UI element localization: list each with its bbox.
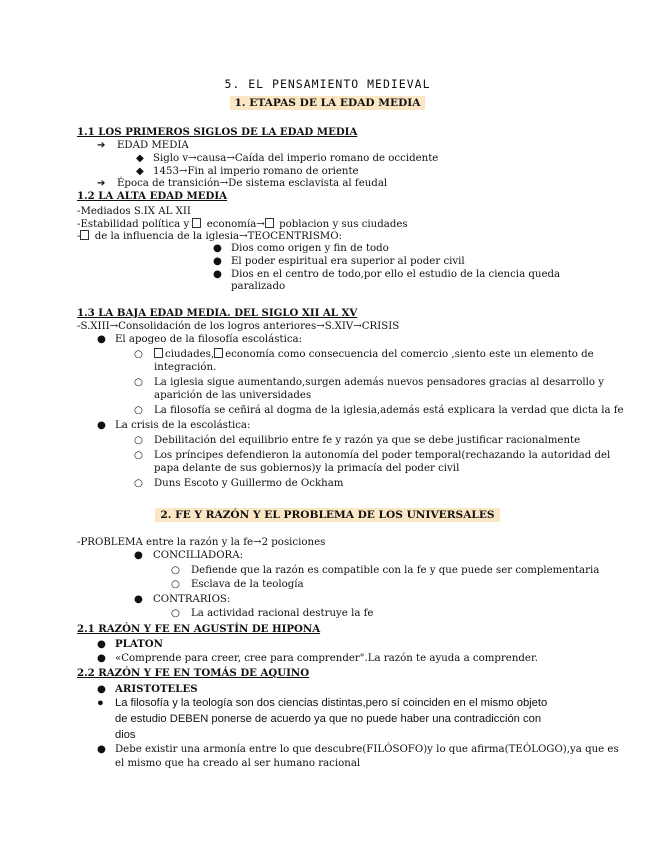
text-line: -PROBLEMA entre la razón y la fe→2 posiciones [77, 537, 326, 548]
list-item: ● CONCILIADORA: [134, 550, 244, 561]
circle-bullet-icon: ○ [134, 478, 143, 489]
heading-1-3: 1.3 LA BAJA EDAD MEDIA. DEL SIGLO XII AL XV [77, 307, 358, 319]
list-item: ◆ 1453→Fin al imperio romano de oriente [136, 166, 359, 177]
text-line: aparición de las universidades [154, 390, 312, 401]
circle-bullet-icon: ○ [171, 608, 180, 619]
diamond-bullet-icon: ◆ [136, 153, 144, 164]
text-line: el mismo que ha creado al ser humano racional [115, 758, 361, 769]
list-item: ● «Comprende para creer, cree para comprender".La razón te ayuda a comprender. [97, 653, 538, 664]
list-item: ○ La actividad racional destruye la fe [171, 608, 374, 619]
list-item: ● El poder espiritual era superior al poder civil [213, 256, 465, 267]
missing-glyph-icon [214, 348, 223, 358]
heading-2-2: 2.2 RAZÓN Y FE EN TOMÁS DE AQUINO [77, 667, 310, 679]
list-item: ➔ Época de transición→De sistema esclavista al feudal [97, 178, 388, 189]
missing-glyph-icon [80, 230, 89, 240]
section-heading-1: 1. ETAPAS DE LA EDAD MEDIA [0, 97, 655, 109]
bullet-icon: ● [97, 697, 104, 709]
circle-bullet-icon: ○ [134, 377, 143, 388]
arrow-bullet-icon: ➔ [97, 140, 106, 151]
page-title: 5. EL PENSAMIENTO MEDIEVAL [224, 77, 431, 91]
list-item: ● La filosofía y la teología son dos ciencias distintas,pero sí coinciden en el mismo objeto [97, 697, 548, 709]
list-item: ○ Los príncipes defendieron la autonomía del poder temporal(rechazando la autoridad del [134, 450, 611, 461]
circle-bullet-icon: ○ [134, 435, 143, 446]
text-line: paralizado [231, 281, 286, 292]
list-item: ● Dios en el centro de todo,por ello el estudio de la ciencia queda [213, 269, 561, 280]
list-item: ○ ciudades, economía como consecuencia del comercio ,siento este un elemento de [134, 349, 594, 360]
text-line: -Mediados S.IX AL XII [77, 206, 191, 217]
missing-glyph-icon [265, 218, 274, 228]
text-line: -S.XIII→Consolidación de los logros anteriores→S.XIV→CRISIS [77, 321, 400, 332]
heading-1-1: 1.1 LOS PRIMEROS SIGLOS DE LA EDAD MEDIA [77, 126, 358, 138]
bullet-icon: ● [97, 653, 106, 664]
missing-glyph-icon [154, 348, 163, 358]
bullet-icon: ● [213, 269, 222, 280]
bullet-icon: ● [97, 334, 106, 345]
bullet-icon: ● [97, 744, 106, 755]
heading-2-1: 2.1 RAZÓN Y FE EN AGUSTÍN DE HIPONA [77, 623, 321, 635]
bullet-icon: ● [97, 420, 106, 431]
list-item: ● El apogeo de la filosofía escolástica: [97, 334, 303, 345]
bullet-icon: ● [213, 256, 222, 267]
list-item: ○ La filosofía se ceñirá al dogma de la iglesia,además está explicara la verdad que dicta la fe [134, 405, 624, 416]
bullet-icon: ● [97, 683, 106, 695]
bullet-icon: ● [134, 594, 143, 605]
missing-glyph-icon [192, 218, 201, 228]
circle-bullet-icon: ○ [171, 579, 180, 590]
list-item: ○ Esclava de la teología [171, 579, 304, 590]
text-line: dios [115, 729, 136, 741]
bullet-icon: ● [97, 638, 106, 650]
circle-bullet-icon: ○ [134, 349, 143, 360]
list-item: ○ Debilitación del equilibrio entre fe y razón ya que se debe justificar racionalmente [134, 435, 581, 446]
list-item: ● La crisis de la escolástica: [97, 420, 251, 431]
list-item: ○ Duns Escoto y Guillermo de Ockham [134, 478, 344, 489]
arrow-bullet-icon: ➔ [97, 178, 106, 189]
list-item: ● Debe existir una armonía entre lo que descubre(FILÓSOFO)y lo que afirma(TEÓLOGO),ya que es [97, 744, 619, 755]
list-item: ● CONTRARIOS: [134, 594, 231, 605]
diamond-bullet-icon: ◆ [136, 166, 144, 177]
text-line: papa delante de sus gobiernos)y la primacía del poder civil [154, 463, 460, 474]
heading-1-2: 1.2 LA ALTA EDAD MEDIA [77, 190, 228, 202]
text-line: -Estabilidad política y economía→ poblacion y sus ciudades [77, 219, 408, 230]
list-item: ○ La iglesia sigue aumentando,surgen además nuevos pensadores gracias al desarrollo y [134, 377, 604, 388]
circle-bullet-icon: ○ [171, 565, 180, 576]
text-line: - de la influencia de la iglesia→TEOCENTRISMO: [77, 231, 343, 242]
bullet-icon: ● [134, 550, 143, 561]
list-item: ○ Defiende que la razón es compatible con la fe y que puede ser complementaria [171, 565, 600, 576]
list-item: ◆ Siglo v→causa→Caída del imperio romano de occidente [136, 153, 439, 164]
bullet-icon: ● [213, 243, 222, 254]
text-line: integración. [154, 362, 217, 373]
list-item: ➔ EDAD MEDIA [97, 140, 189, 151]
text-line: de estudio DEBEN ponerse de acuerdo ya que no puede haber una contradicción con [115, 713, 542, 725]
list-item: ● ARISTOTELES [97, 683, 198, 695]
circle-bullet-icon: ○ [134, 450, 143, 461]
list-item: ● Dios como origen y fin de todo [213, 243, 389, 254]
circle-bullet-icon: ○ [134, 405, 143, 416]
list-item: ● PLATON [97, 638, 163, 650]
section-heading-2: 2. FE Y RAZÓN Y EL PROBLEMA DE LOS UNIVERSALES [0, 509, 655, 521]
